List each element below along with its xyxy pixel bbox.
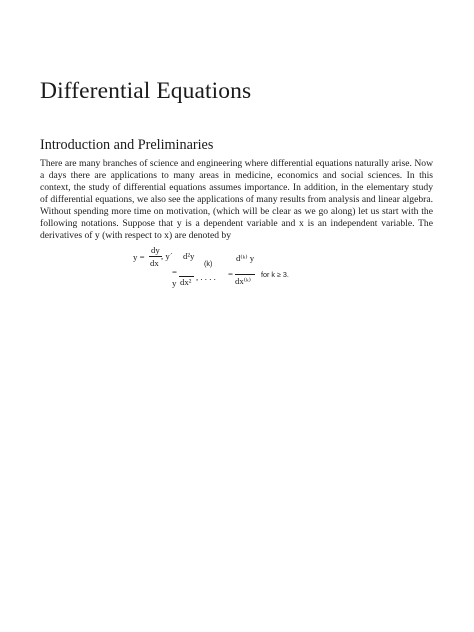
paragraph-line: Without spending more time on motivation, (which will be clear as we go along) let us start with the	[40, 206, 433, 217]
eq-dk-y: d⁽ᵏ⁾ y	[236, 253, 255, 263]
eq-d2y: d²y	[183, 251, 195, 261]
eq-equals-3: =	[228, 269, 233, 279]
eq-dx: dx	[150, 258, 159, 268]
paragraph-line: derivatives of y (with respect to x) are denoted by	[40, 230, 232, 241]
paragraph-line: context, the study of differential equations assumes importance. In addition, in the elementary study	[40, 182, 433, 193]
chapter-title: Differential Equations	[40, 78, 252, 104]
eq-dots: , . . . .	[196, 272, 216, 282]
paragraph-line: of differential equations, we also see the applications of many results from analysis and linear algebra.	[40, 194, 433, 205]
paragraph-line: a days there are applications to many areas in medicine, economics and social sciences. In this	[40, 170, 433, 181]
eq-k-superscript: (k)	[204, 259, 213, 268]
eq-dx-k: dx⁽ᵏ⁾	[235, 276, 251, 286]
eq-for-k: for k ≥ 3.	[261, 270, 289, 279]
eq-y-bottom: y	[172, 278, 177, 288]
eq-equals-2: =	[172, 267, 177, 277]
fraction-bar	[235, 274, 255, 275]
eq-dx2: dx²	[180, 277, 192, 287]
paragraph-line: following notations. Suppose that y is a dependent variable and x is an independent variable. The	[40, 218, 433, 229]
eq-y-prime: , y´	[161, 251, 173, 261]
paragraph-line: There are many branches of science and engineering where differential equations naturally arise. Now	[40, 158, 433, 169]
eq-y-equals: y =	[133, 252, 145, 262]
section-title: Introduction and Preliminaries	[40, 137, 214, 153]
eq-dy: dy	[151, 245, 160, 255]
